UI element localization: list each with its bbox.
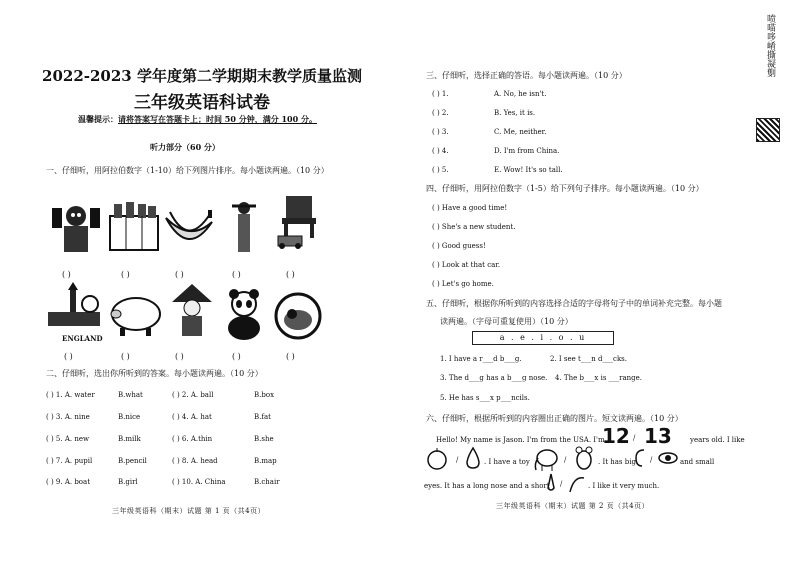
s3-a: A. No, he isn't. [494,90,547,98]
s4-item-3: ( ) Good guess! [432,242,486,250]
s2-q9: ( ) 9. A. boat [46,478,91,486]
s6-age-tail: years old. I like [690,436,745,444]
s2-q5: ( ) 5. A. new [46,435,89,443]
s6-intro: Hello! My name is Jason. I'm from the USA. I'm [436,436,605,444]
exam-title: 2022-2023 学年度第二学期期末教学质量监测 [42,67,362,85]
ear-icon[interactable] [634,448,648,468]
tip [78,114,317,125]
s5-q2: 2. I see t___n d___cks. [550,355,628,363]
answer-blank-7[interactable]: ( ) [121,352,130,361]
s4-item-1: ( ) Have a good time! [432,204,508,212]
woman-icon [214,198,274,254]
s3-q4: ( ) 4. [432,147,449,155]
footer-page-1: 三年级英语科（期末）试题 第 1 页（共4页） [112,507,266,515]
s2-q2: ( ) 2. A. ball [172,391,214,399]
panda-icon [214,286,274,342]
england-label: ENGLAND [62,334,103,343]
s5-q3: 3. The d___g has a b___g nose. [440,374,548,382]
hat-boy-icon [162,282,222,338]
s2-q1-b: B.what [118,391,143,399]
s6-slash-4: / [560,480,563,488]
section-4-instruction: 四、仔细听，用阿拉伯数字（1-5）给下列句子排序。每小题读两遍。（10 分） [426,184,704,193]
apple-icon[interactable] [426,446,448,470]
tail-icon[interactable] [568,474,586,494]
s5-q4: 4. The b___x is ___range. [555,374,643,382]
s6-toy-text: . I have a toy [484,458,530,466]
answer-blank-5[interactable]: ( ) [286,270,295,279]
s2-q3: ( ) 3. A. nine [46,413,90,421]
age-slash: / [633,434,636,442]
s2-q2-b: B.box [254,391,275,399]
eye-icon[interactable] [658,452,678,464]
side-vertical-text: 喷喵哆崤撕凝劐 [765,14,775,77]
cat-basket-icon [268,286,328,342]
mouse-icon[interactable] [572,444,596,472]
s2-q10-b: B.chair [254,478,280,486]
london-icon [44,282,104,338]
pig-icon [106,288,166,344]
s3-c: C. Me, neither. [494,128,547,136]
section-3-instruction: 三、仔细听，选择正确的答语。每小题读两遍。（10 分） [426,71,627,80]
section-6-instruction: 六、仔细听，根据所听到的内容圈出正确的图片。短文读两遍。（10 分） [426,414,683,423]
answer-blank-2[interactable]: ( ) [121,270,130,279]
s3-e: E. Wow! It's so tall. [494,166,563,174]
s3-q5: ( ) 5. [432,166,449,174]
s2-q7-b: B.pencil [118,457,147,465]
s2-q8-b: B.map [254,457,277,465]
s2-q8: ( ) 8. A. head [172,457,218,465]
s2-q9-b: B.girl [118,478,138,486]
s3-d: D. I'm from China. [494,147,560,155]
man-wave-icon [46,198,106,254]
answer-blank-9[interactable]: ( ) [232,352,241,361]
section-5-instruction-2: 读两遍。（字母可重复使用）（10 分） [440,317,573,326]
letter-box: a . e . i . o . u [472,331,614,345]
s6-small-text: and small [680,458,715,466]
section-1-instruction: 一、仔细听，用阿拉伯数字（1-10）给下列图片排序。每小题读两遍。（10 分） [46,166,329,175]
footer-page-2: 三年级英语科（期末）试题 第 2 页（共4页） [496,502,650,510]
chair-icon [268,194,328,250]
s2-q6-b: B.she [254,435,274,443]
s2-q1: ( ) 1. A. water [46,391,95,399]
pear-icon[interactable] [464,446,482,470]
s5-q1: 1. I have a r___d b___g. [440,355,522,363]
s3-q3: ( ) 3. [432,128,449,136]
s2-q5-b: B.milk [118,435,141,443]
s6-slash-3: / [650,456,653,464]
s2-q4: ( ) 4. A. hat [172,413,212,421]
s5-q5: 5. He has s___x p___ncils. [440,394,530,402]
answer-blank-8[interactable]: ( ) [175,352,184,361]
s6-big-text: . It has big [598,458,636,466]
s6-like-text: . I like it very much. [588,482,660,490]
listening-part-label: 听力部分（60 分） [150,142,220,152]
qr-code-icon [756,118,780,142]
s2-q10: ( ) 10. A. China [172,478,226,486]
age-option-13[interactable]: 13 [644,424,672,448]
answer-blank-10[interactable]: ( ) [286,352,295,361]
answer-blank-1[interactable]: ( ) [62,270,71,279]
age-option-12[interactable]: 12 [602,424,630,448]
answer-blank-4[interactable]: ( ) [232,270,241,279]
s2-q7: ( ) 7. A. pupil [46,457,93,465]
tip-label: 温馨提示： [78,114,118,124]
answer-blank-3[interactable]: ( ) [175,270,184,279]
s6-slash-1: / [456,456,459,464]
elephant-icon[interactable] [532,444,560,472]
s3-q2: ( ) 2. [432,109,449,117]
s6-eyes-text: eyes. It has a long nose and a short [424,482,550,490]
s3-q1: ( ) 1. [432,90,449,98]
section-2-instruction: 二、仔细听，选出你所听到的答案。每小题读两遍。（10 分） [46,369,263,378]
s2-q6: ( ) 6. A.thin [172,435,213,443]
banana-icon [158,198,218,254]
nose-icon[interactable] [544,472,558,494]
s6-slash-2: / [564,456,567,464]
section-5-instruction: 五、仔细听，根据你所听到的内容选择合适的字母将句子中的单词补充完整。每小题 [426,299,722,308]
tip-text: 请将答案写在答题卡上；时间 50 分钟，满分 100 分。 [118,114,317,124]
s2-q4-b: B.fat [254,413,271,421]
s2-q3-b: B.nice [118,413,141,421]
exam-subtitle: 三年级英语科试卷 [134,93,270,113]
s4-item-2: ( ) She's a new student. [432,223,516,231]
milk-crate-icon [104,198,164,254]
s4-item-5: ( ) Let's go home. [432,280,494,288]
answer-blank-6[interactable]: ( ) [64,352,73,361]
s4-item-4: ( ) Look at that car. [432,261,501,269]
s3-b: B. Yes, it is. [494,109,536,117]
